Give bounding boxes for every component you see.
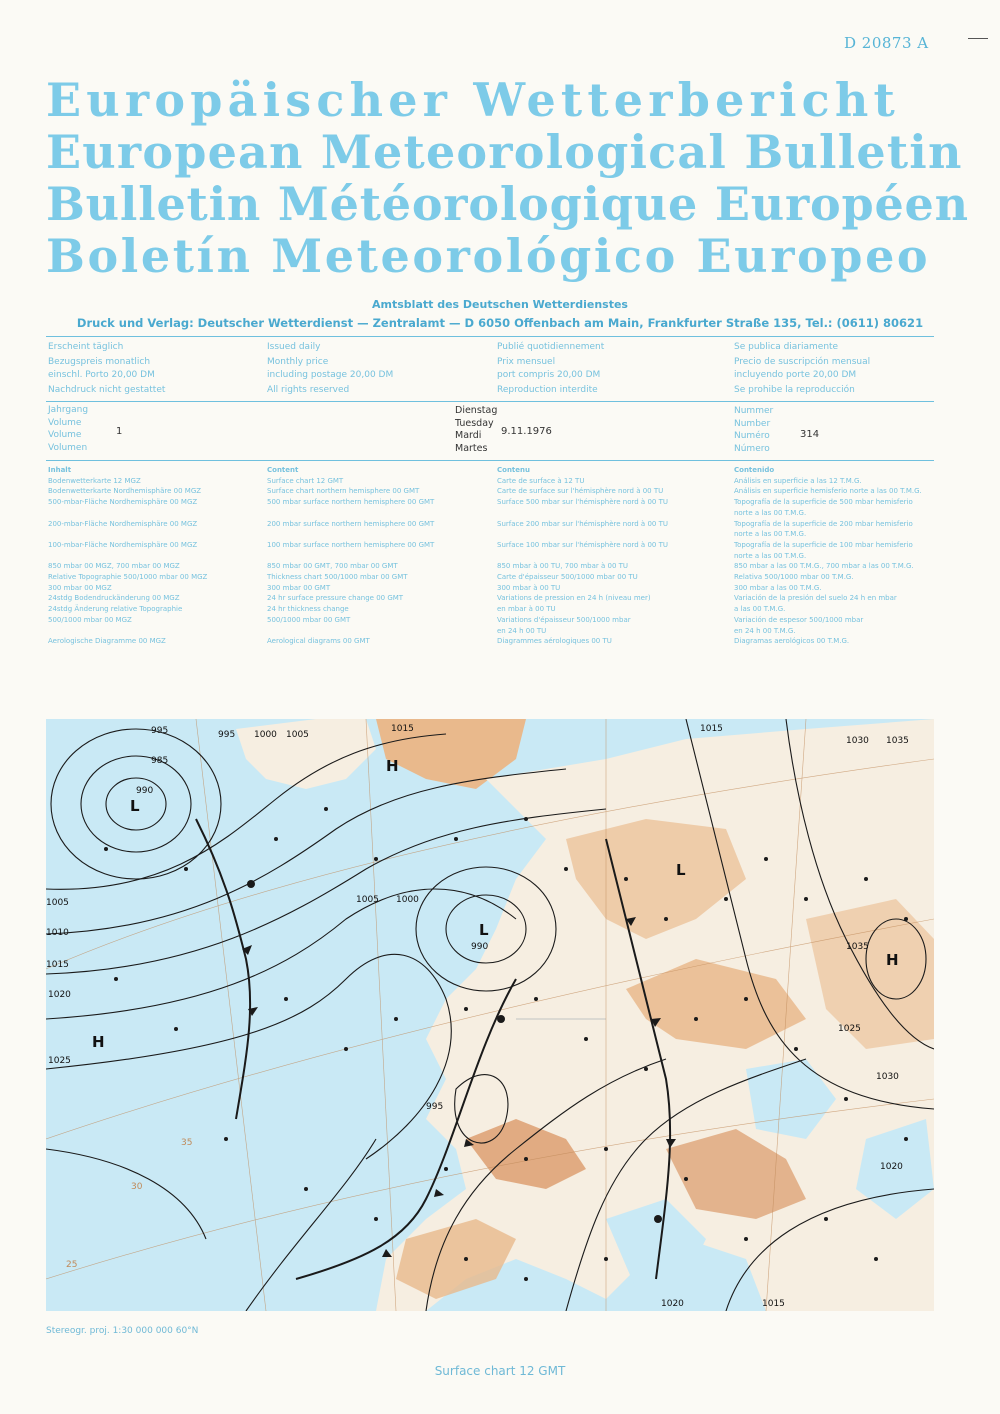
- isobar-label: 1020: [48, 990, 71, 1000]
- info-english: Issued daily Monthly price including postage 20,00 DM All rights reserved: [267, 342, 394, 395]
- info-french: Publié quotidiennement Prix mensuel port compris 20,00 DM Reproduction interdite: [497, 342, 605, 395]
- isobar-label: 995: [151, 726, 169, 736]
- latitude-label: 30: [131, 1182, 143, 1192]
- issue-number: 314: [800, 429, 820, 440]
- isobar-label: 1005: [46, 898, 69, 908]
- document-number: D 20873 A: [844, 34, 929, 52]
- isobar-label: 1015: [700, 724, 723, 734]
- high-pressure-center: H: [386, 757, 399, 775]
- low-pressure-center: L: [479, 921, 489, 939]
- contents-english: Content Surface chart 12 GMT Surface chart northern hemisphere 00 GMT 500 mbar surface northern hemisphere 00 GMT 200 mbar surface northern hemisphere 00 GMT 100 mbar surface northern hemisphere 00 GMT 850 mbar 00 GMT, 700 mbar 00 GMT Thickness chart 500/1000 mbar 00 GMT 300 mbar 00 GMT 24 hr surface pressure change 00 GMT 24 hr thickness change 500/1000 mbar 00 GMT Aerological diagrams 00 GMT: [267, 466, 435, 646]
- map-svg: [46, 719, 934, 1311]
- isobar-label: 1000: [396, 895, 419, 905]
- info-spanish: Se publica diariamente Precio de suscripción mensual incluyendo porte 20,00 DM Se prohibe la reproducción: [734, 342, 871, 395]
- title-english: European Meteorological Bulletin: [46, 125, 963, 179]
- issue-date: 9.11.1976: [501, 426, 552, 437]
- contents-german: Inhalt Bodenwetterkarte 12 MGZ Bodenwetterkarte Nordhemisphäre 00 MGZ 500-mbar-Fläche Nordhemisphäre 00 MGZ 200-mbar-Fläche Nordhemisphäre 00 MGZ 100-mbar-Fläche Nordhemisphäre 00 MGZ 850 mbar 00 MGZ, 700 mbar 00 MGZ Relative Topographie 500/1000 mbar 00 MGZ 300 mbar 00 MGZ 24stdg Bodendruckänderung 00 MGZ 24stdg Änderung relative Topographie 500/1000 mbar 00 MGZ Aerologische Diagramme 00 MGZ: [48, 466, 208, 646]
- isobar-label: 1010: [46, 928, 69, 938]
- isobar-label: 990: [471, 942, 489, 952]
- latitude-label: 35: [181, 1138, 193, 1148]
- high-pressure-center: H: [92, 1033, 105, 1051]
- volume-labels: Jahrgang Volume Volume Volumen: [48, 405, 89, 453]
- title-block: [46, 73, 969, 283]
- title-spanish: Boletín Meteorológico Europeo: [46, 229, 931, 283]
- isobar-label: 990: [136, 786, 154, 796]
- isobar-label: 1035: [886, 736, 909, 746]
- projection-note: Stereogr. proj. 1:30 000 000 60°N: [46, 1326, 199, 1336]
- isobar-label: 1035: [846, 942, 869, 952]
- official-notice: Amtsblatt des Deutschen Wetterdienstes: [372, 298, 628, 311]
- divider: [46, 401, 934, 402]
- isobar-label: 1020: [880, 1162, 903, 1172]
- info-german: Erscheint täglich Bezugspreis monatlich einschl. Porto 20,00 DM Nachdruck nicht gestattet: [48, 342, 166, 395]
- number-labels: Nummer Number Numéro Número: [734, 406, 774, 454]
- low-pressure-center: L: [676, 861, 686, 879]
- volume-value: 1: [116, 426, 123, 437]
- isobar-label: 1015: [762, 1299, 785, 1309]
- isobar-label: 1015: [46, 960, 69, 970]
- weekday-labels: Dienstag Tuesday Mardi Martes: [455, 405, 498, 454]
- publisher-line: Druck und Verlag: Deutscher Wetterdienst — Zentralamt — D 6050 Offenbach am Main, Frankfurter Straße 135, Tel.: (0611) 80621: [76, 316, 924, 330]
- contents-spanish: Contenido Análisis en superficie a las 12 T.M.G. Análisis en superficie hemisferio norte a las 00 T.M.G. Topografía de la superficie de 500 mbar hemisferio norte a las 00 T.M.G. Topografía de la superficie de 200 mbar hemisferio norte a las 00 T.M.G. Topografía de la superficie de 100 mbar hemisferio norte a las 00 T.M.G. 850 mbar a las 00 T.M.G., 700 mbar a las 00 T.M.G. Relativa 500/1000 mbar 00 T.M.G. 300 mbar a las 00 T.M.G. Variación de la presión del suelo 24 h en mbar a las 00 T.M.G. Variación de espesor 500/1000 mbar en 24 h 00 T.M.G. Diagramas aerológicos 00 T.M.G.: [734, 466, 922, 646]
- isobar-label: 1030: [846, 736, 869, 746]
- divider: [46, 460, 934, 461]
- low-pressure-center: L: [130, 797, 140, 815]
- contents-french: Contenu Carte de surface à 12 TU Carte de surface sur l'hémisphère nord à 00 TU Surface 500 mbar sur l'hémisphère nord à 00 TU Surface 200 mbar sur l'hémisphère nord à 00 TU Surface 100 mbar sur l'hémisphère nord à 00 TU 850 mbar à 00 TU, 700 mbar à 00 TU Carte d'épaisseur 500/1000 mbar 00 TU 300 mbar à 00 TU Variations de pression en 24 h (niveau mer) en mbar à 00 TU Variations d'épaisseur 500/1000 mbar en 24 h 00 TU Diagrammes aérologiques 00 TU: [497, 466, 668, 646]
- isobar-label: 1005: [286, 730, 309, 740]
- title-german: Europäischer Wetterbericht: [46, 73, 900, 127]
- title-french: Bulletin Météorologique Européen: [46, 177, 969, 231]
- isobar-label: 985: [151, 756, 169, 766]
- latitude-label: 25: [66, 1260, 78, 1270]
- isobar-label: 1000: [254, 730, 277, 740]
- surface-weather-map: [46, 719, 934, 1311]
- isobar-label: 1015: [391, 724, 414, 734]
- divider: [46, 336, 934, 337]
- isobar-label: 1025: [48, 1056, 71, 1066]
- edge-mark: [968, 38, 988, 39]
- high-pressure-center: H: [886, 951, 899, 969]
- isobar-label: 1025: [838, 1024, 861, 1034]
- isobar-label: 1030: [876, 1072, 899, 1082]
- chart-caption: Surface chart 12 GMT: [434, 1364, 566, 1378]
- isobar-label: 995: [218, 730, 236, 740]
- isobar-label: 995: [426, 1102, 444, 1112]
- isobar-label: 1020: [661, 1299, 684, 1309]
- isobar-label: 1005: [356, 895, 379, 905]
